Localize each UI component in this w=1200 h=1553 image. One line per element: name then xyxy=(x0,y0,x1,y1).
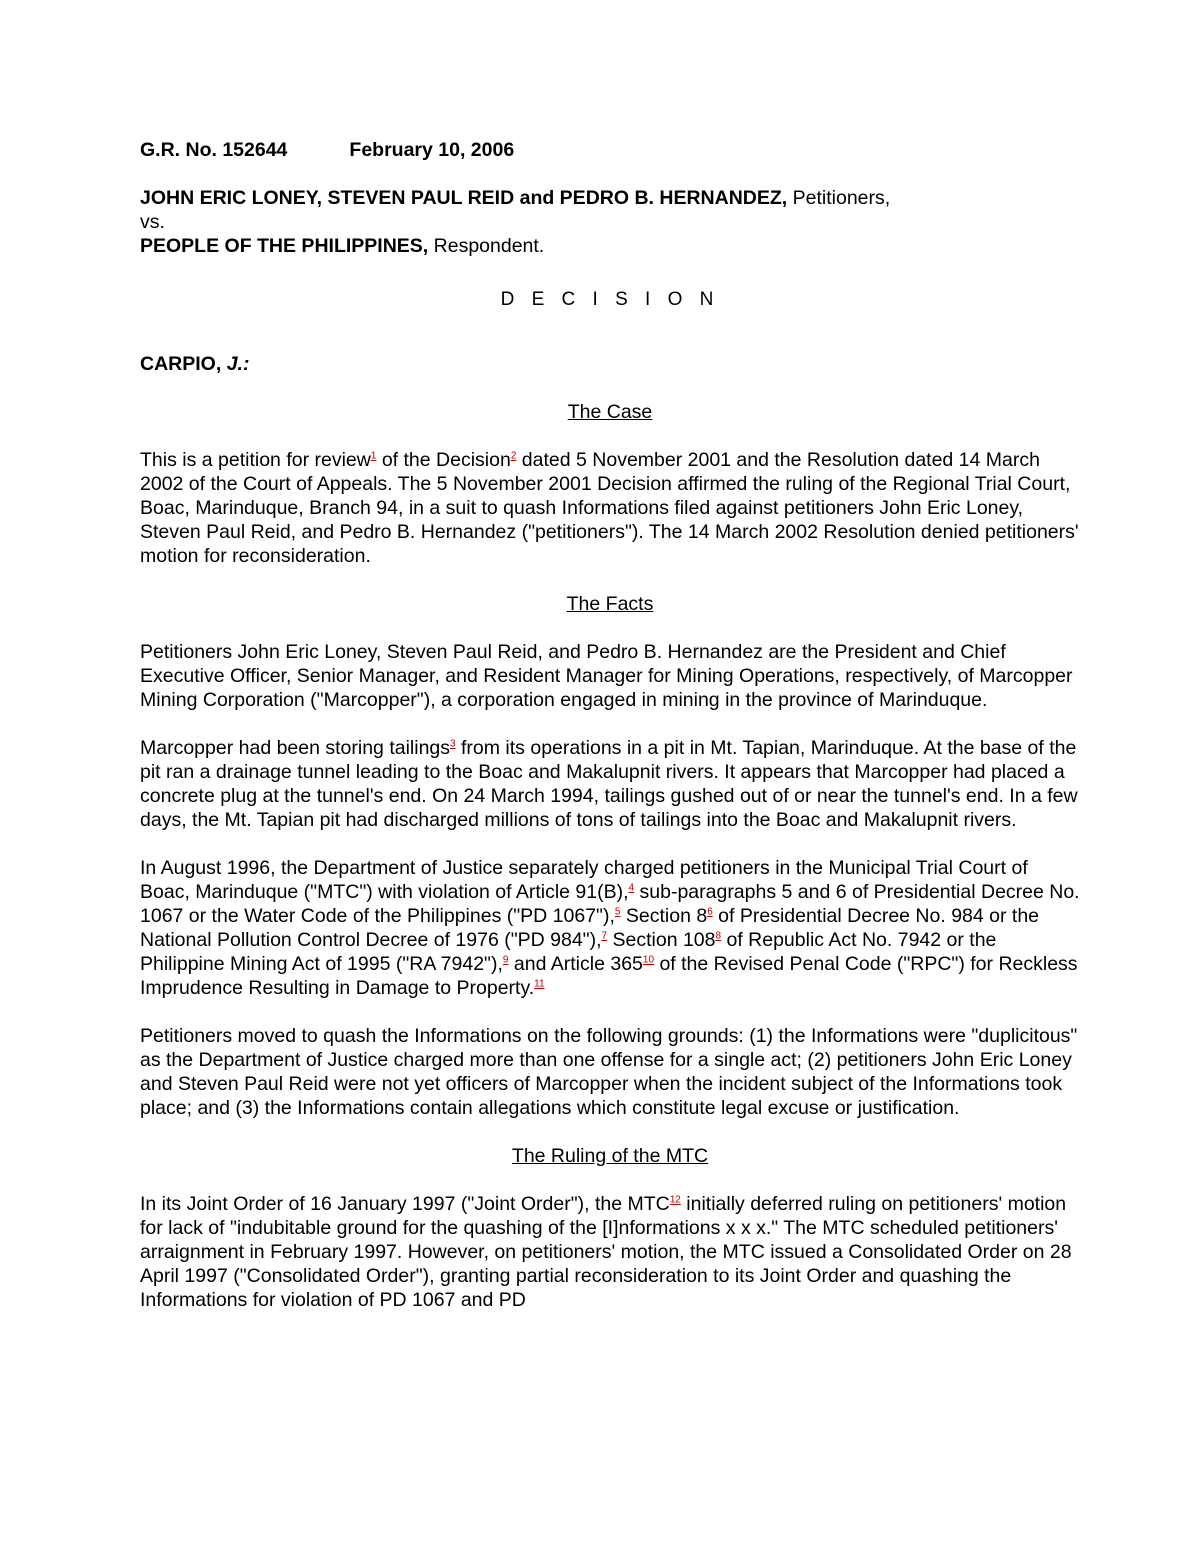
section-heading-facts: The Facts xyxy=(566,593,654,615)
paragraph-text: of the Revised Penal Code ("RPC") for Reckless Imprudence Resulting in Damage to Property. xyxy=(140,953,1078,999)
paragraph-text: In its Joint Order of 16 January 1997 ("Joint Order"), the MTC xyxy=(140,1193,670,1215)
footnote-link-6[interactable]: 6 xyxy=(707,906,713,918)
petitioners-names: JOHN ERIC LONEY, STEVEN PAUL REID and PEDRO B. HERNANDEZ, xyxy=(140,187,788,209)
ponente xyxy=(140,352,1080,376)
paragraph-text: sub-paragraphs 5 and 6 of Presidential Decree No. 1067 or the Water Code of the Philippines ("PD 1067"), xyxy=(140,881,1080,927)
respondent-label: Respondent. xyxy=(428,235,545,257)
paragraph-text: of the Decision xyxy=(376,449,511,471)
footnote-link-1[interactable]: 1 xyxy=(370,450,377,462)
paragraph-tailings xyxy=(140,736,1080,832)
section-heading-case: The Case xyxy=(567,401,653,423)
paragraph-text: Section 108 xyxy=(607,929,716,951)
footnote-link-2[interactable]: 2 xyxy=(510,450,517,462)
petitioners-label: Petitioners, xyxy=(787,187,891,209)
paragraph-text: Section 8 xyxy=(620,905,708,927)
paragraph-text: Marcopper had been storing tailings xyxy=(140,737,451,759)
ponente-name: CARPIO, xyxy=(140,353,227,375)
case-parties xyxy=(140,186,1080,258)
paragraph-petitioners: Petitioners John Eric Loney, Steven Paul Reid, and Pedro B. Hernandez are the President and Chief Executive Officer, Senior Manager, and Resident Manager for Mining Operations, respectively, of Marcopper Mining Corporation ("Marcopper"), a corporation engaged in mining in the province of Marinduque. xyxy=(140,641,1073,711)
paragraph-motion-to-quash: Petitioners moved to quash the Informations on the following grounds: (1) the Informations were "duplicitous" as the Department of Justice charged more than one offense for a single act; (2) petitioners John Eric Loney and Steven Paul Reid were not yet officers of Marcopper when the incident subject of the Informations took place; and (3) the Informations contain allegations which constitute legal excuse or justification. xyxy=(140,1025,1078,1119)
section-heading-mtc: The Ruling of the MTC xyxy=(511,1145,709,1167)
paragraph-text: from its operations in a pit in Mt. Tapian, Marinduque. At the base of the pit ran a drainage tunnel leading to the Boac and Makalupnit rivers. It appears that Marcopper had placed a concrete plug at the tunnel's end. On 24 March 1994, tailings gushed out of or near the tunnel's end. In a few days, the Mt. Tapian pit had discharged millions of tons of tailings into the Boac and Makalupnit rivers. xyxy=(140,737,1078,831)
footnote-link-8[interactable]: 8 xyxy=(715,930,722,942)
ponente-suffix: J.: xyxy=(226,353,250,375)
paragraph-text: of Republic Act No. 7942 or the Philippine Mining Act of 1995 ("RA 7942"), xyxy=(140,929,997,975)
paragraph-text: This is a petition for review xyxy=(140,449,371,471)
gr-number: G.R. No. 152644 xyxy=(140,139,288,161)
footnote-link-10[interactable]: 10 xyxy=(642,954,655,966)
footnote-link-4[interactable]: 4 xyxy=(628,882,635,894)
footnote-link-7[interactable]: 7 xyxy=(601,930,608,942)
decision-title: D E C I S I O N xyxy=(500,289,720,310)
respondent-name: PEOPLE OF THE PHILIPPINES, xyxy=(140,235,429,257)
paragraph-text: and Article 365 xyxy=(508,953,643,975)
case-header xyxy=(140,138,1080,168)
paragraph-text: In August 1996, the Department of Justice separately charged petitioners in the Municipal Trial Court of Boac, Marinduque ("MTC") with violation of Article 91(B), xyxy=(140,857,1028,903)
paragraph-text: of Presidential Decree No. 984 or the National Pollution Control Decree of 1976 ("PD 984"), xyxy=(140,905,1040,951)
paragraph-text: initially deferred ruling on petitioners' motion for lack of "indubitable ground for the quashing of the [I]nformations x x x." The MTC scheduled petitioners' arraignment in February 1997. However, on petitioners' motion, the MTC issued a Consolidated Order on 28 April 1997 ("Consolidated Order"), granting partial reconsideration to its Joint Order and quashing the Informations for violation of PD 1067 and PD xyxy=(140,1193,1072,1311)
paragraph-case xyxy=(140,448,1080,568)
footnote-link-5[interactable]: 5 xyxy=(614,906,621,918)
footnote-link-11[interactable]: 11 xyxy=(534,978,545,990)
decision-date: February 10, 2006 xyxy=(349,139,515,161)
versus-label: vs. xyxy=(140,211,165,233)
paragraph-text: dated 5 November 2001 and the Resolution dated 14 March 2002 of the Court of Appeals. The 5 November 2001 Decision affirmed the ruling of the Regional Trial Court, Boac, Marinduque, Branch 94, in a suit to quash Informations filed against petitioners John Eric Loney, Steven Paul Reid, and Pedro B. Hernandez ("petitioners"). The 14 March 2002 Resolution denied petitioners' motion for reconsideration. xyxy=(140,449,1079,567)
footnote-link-12[interactable]: 12 xyxy=(669,1194,681,1206)
footnote-link-9[interactable]: 9 xyxy=(502,954,509,966)
paragraph-joint-order xyxy=(140,1192,1080,1312)
footnote-link-3[interactable]: 3 xyxy=(450,738,456,750)
paragraph-charges xyxy=(140,856,1080,1000)
decision-document xyxy=(140,138,1080,1312)
